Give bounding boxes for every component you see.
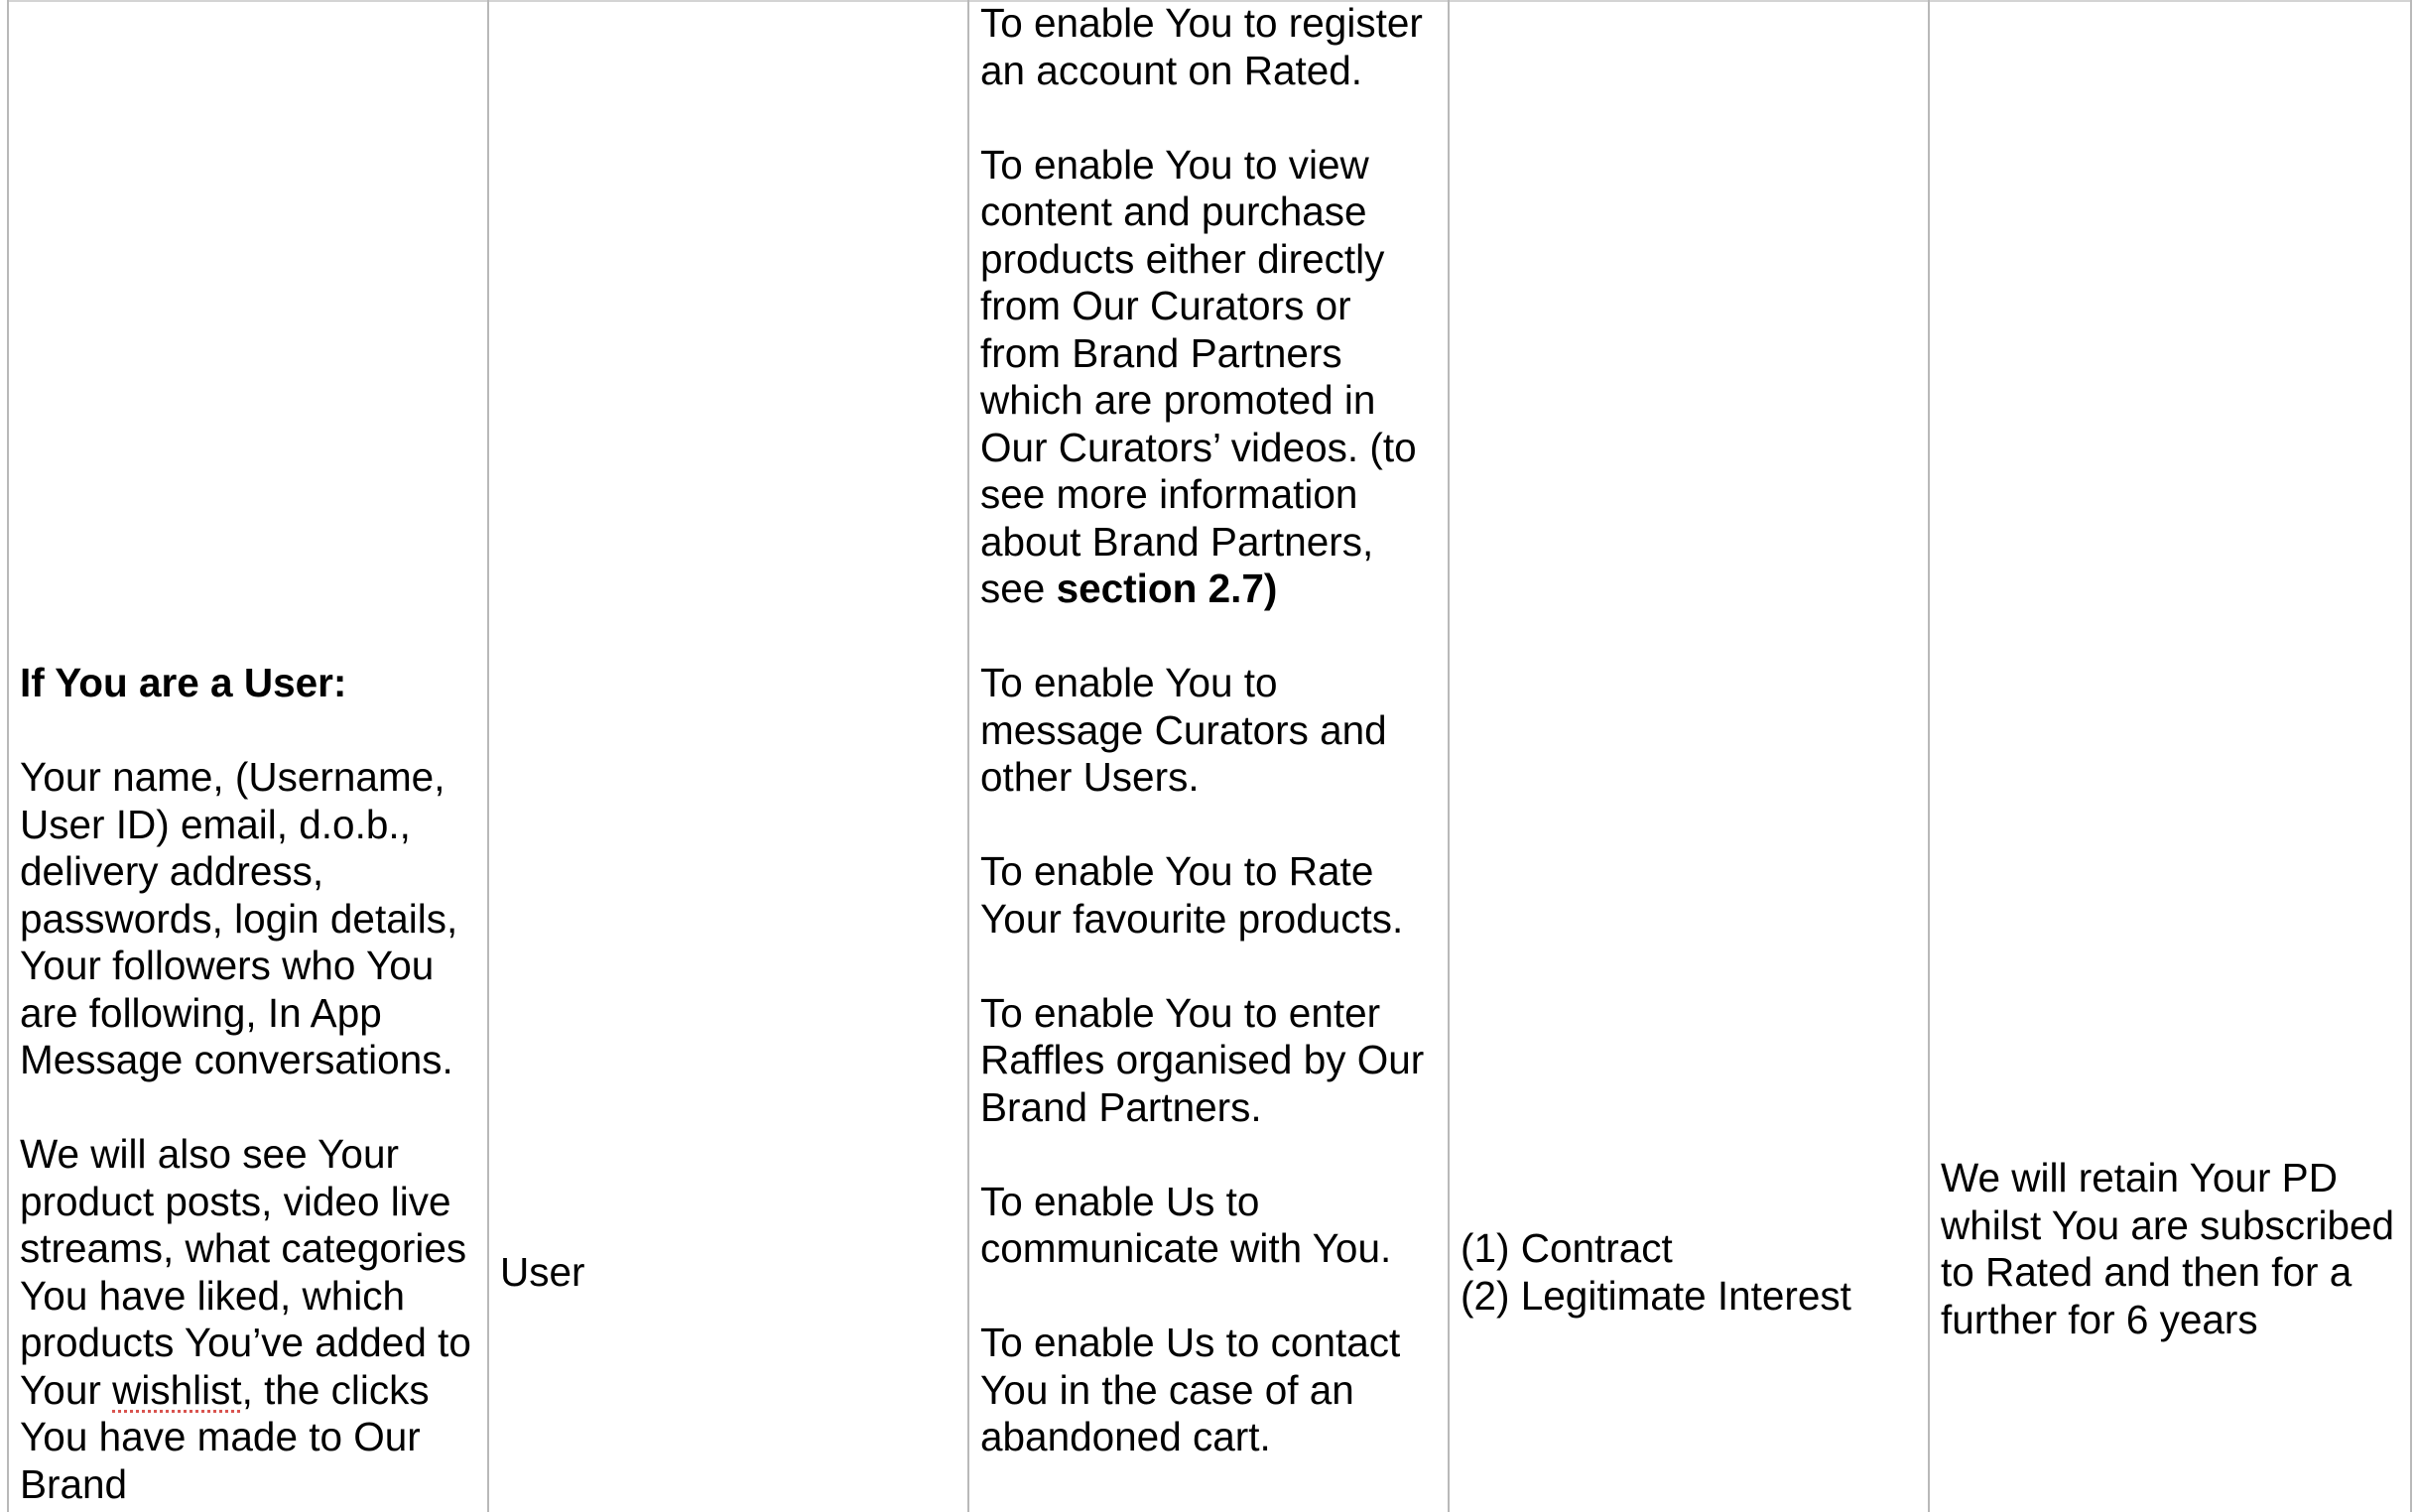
legal-basis-legitimate-interest: (2) Legitimate Interest <box>1461 1272 1851 1319</box>
purpose-communicate: To enable Us to communicate with You. <box>980 1178 1392 1271</box>
data-processing-table <box>7 0 2412 1512</box>
purpose-view-purchase-text: To enable You to view content and purchase products either directly from Our Curators or from Brand Partners which are promoted in Our Curators’ videos. (to see more information about Brand Partners, see <box>980 141 1417 611</box>
data-subject-text: User <box>500 1249 585 1295</box>
purpose-abandoned-cart: To enable Us to contact You in the case of an abandoned cart. <box>980 1320 1401 1459</box>
purpose-view-purchase <box>980 142 1440 613</box>
observed-text-start: We will also see Your product posts, video live streams, what categories You have liked, which products You’ve added to Your <box>20 1131 471 1413</box>
purpose-raffles: To enable You to enter Raffles organised by Our Brand Partners. <box>980 989 1425 1130</box>
section-reference: section 2.7) <box>1056 566 1278 611</box>
purposes-content <box>980 0 1440 1461</box>
cell-data-subject <box>489 0 969 1512</box>
retention-text: We will retain Your PD whilst You are subscribed to Rated and then for a further for 6 years <box>1941 1155 2395 1342</box>
spellcheck-flagged-word: wishlist <box>112 1366 242 1413</box>
legal-basis-contract: (1) Contract <box>1461 1225 1673 1271</box>
purpose-rate: To enable You to Rate Your favourite products. <box>980 848 1404 942</box>
personal-data-observed <box>20 1131 479 1508</box>
observed-text-end: , the clicks You have made to Our Brand <box>20 1366 430 1507</box>
purpose-register: To enable You to register an account on Rated. <box>980 0 1423 93</box>
legal-basis-content <box>1461 1225 1851 1320</box>
cell-personal-data <box>9 0 489 1512</box>
cell-legal-basis <box>1450 0 1930 1512</box>
personal-data-list: Your name, (Username, User ID) email, d.o.b., delivery address, passwords, login details, Your followers who You are following, In App Message conversations. <box>20 754 458 1082</box>
cell-retention <box>1930 0 2410 1512</box>
purpose-message: To enable You to message Curators and other Users. <box>980 660 1387 800</box>
cell-purposes <box>969 0 1450 1512</box>
personal-data-content <box>20 660 479 1508</box>
user-heading: If You are a User: <box>20 660 347 705</box>
